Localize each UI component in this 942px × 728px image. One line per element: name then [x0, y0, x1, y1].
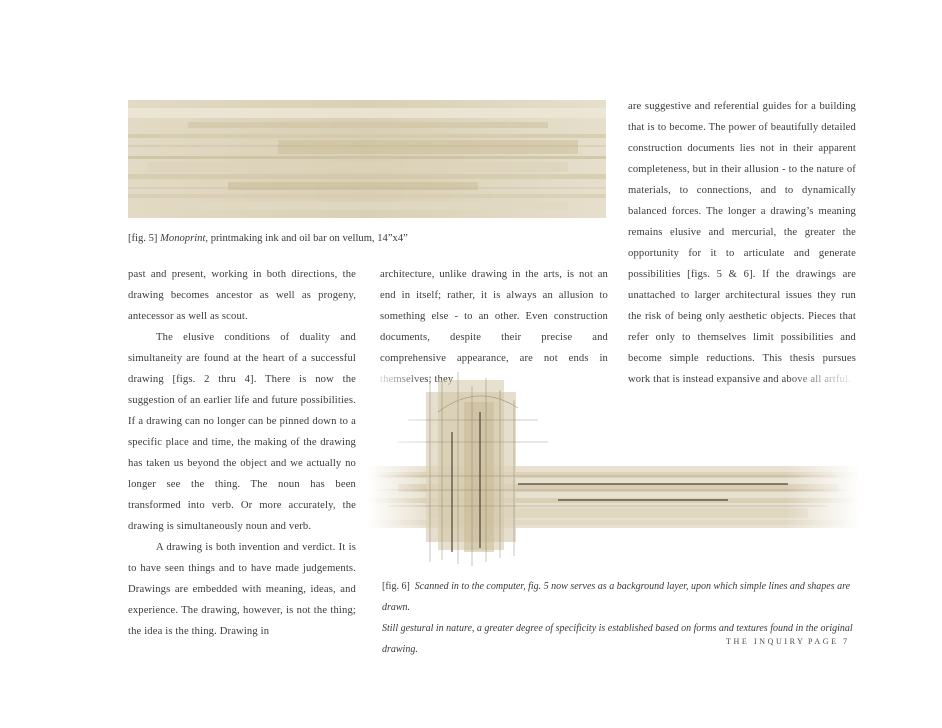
left-column-text: [128, 264, 356, 642]
left-paragraph-3: A drawing is both invention and verdict. It is to have seen things and to have made judgements. Drawings are embedded with meaning, ideas, and experience. The drawing, however, is not the thing; the idea is the thing. Drawing in: [128, 542, 356, 637]
left-paragraph-1: past and present, working in both directions, the drawing becomes ancestor as well as progeny, antecessor as well as scout.: [128, 269, 356, 322]
left-paragraph-2: The elusive conditions of duality and simultaneity are found at the heart of a successful drawing [figs. 2 thru 4]. There is now the suggestion of an earlier life and future possibilities. If a drawing can no longer can be pinned down to a specific place and time, the making of the drawing has taken us beyond the object and we actually no longer see the thing. The noun has been transformed into verb. Or more accurately, the drawing is simultaneously noun and verb.: [128, 332, 356, 532]
fig6-caption-text-2: Still gestural in nature, a greater degree of specificity is established based on forms and textures found in the original drawing.: [382, 623, 853, 655]
fig6-caption-line-1: [382, 576, 862, 618]
fig5-title: Monoprint,: [160, 233, 209, 244]
fig6-caption-text-1: Scanned in to the computer, fig. 5 now serves as a background layer, upon which simple lines and shapes are drawn.: [382, 581, 851, 613]
right-column-text: [628, 96, 856, 390]
middle-paragraph: architecture, unlike drawing in the arts, is not an end in itself; rather, it is always an allusion to something else - to an other. Even construction documents, despite their precise and comprehensive appearance, are not ends in: [380, 269, 608, 364]
fig5-description: printmaking ink and oil bar on vellum, 14”x4”: [208, 233, 408, 244]
fig5-label: [fig. 5]: [128, 233, 158, 244]
fig6-layered-drawing-image: [368, 372, 860, 568]
fig6-label: [fig. 6]: [382, 581, 410, 592]
right-paragraph: are suggestive and referential guides for a building that is to become. The power of beautifully detailed construction documents lies not in their apparent completeness, but in their allusion - to the nature of materials, to connections, and to dynamically balanced forces. The longer a drawing’s meaning remains elusive and mercurial, the greater the opportunity for it to articulate and generate possibilities [figs. 5 & 6]. If the drawings are unattached to larger architectural issues they run the risk of being only aesthetic objects. Pieces that refer only to themselves limit possibilities and become simple reductions. This thesis pursues: [628, 101, 856, 364]
fig5-monoprint-image: [128, 100, 606, 218]
footer-page-number: PAGE 7: [808, 637, 850, 646]
footer-section-title: THE INQUIRY: [726, 637, 806, 646]
fig5-caption: [128, 232, 608, 246]
fig6-caption: [382, 576, 862, 660]
